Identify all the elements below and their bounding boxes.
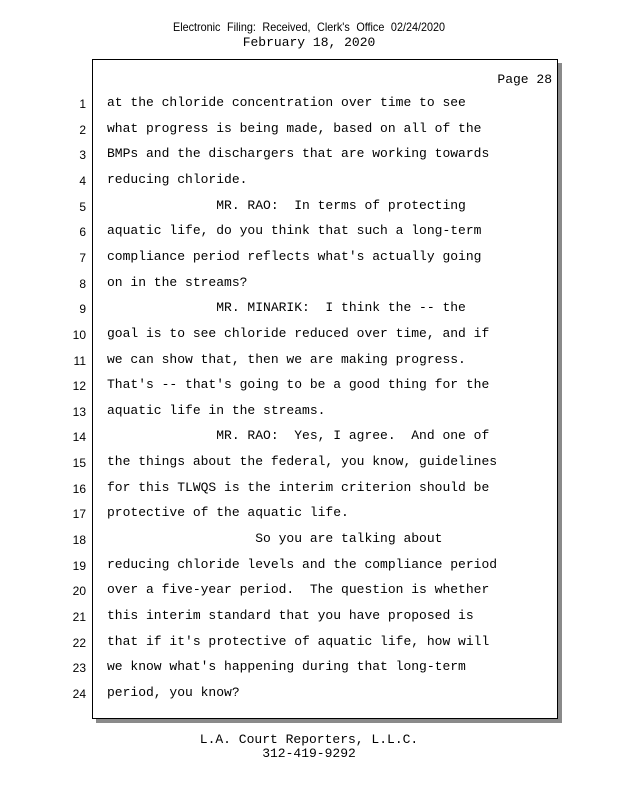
transcript-line: for this TLWQS is the interim criterion should be [107,480,490,495]
line-number: 20 [72,584,86,598]
transcript-line: on in the streams? [107,275,248,290]
line-number: 21 [72,610,86,624]
line-number: 3 [79,148,86,162]
line-number: 22 [72,636,86,650]
line-number: 14 [72,430,86,444]
filing-stamp: Electronic Filing: Received, Clerk's Office 02/24/2020 [173,20,445,34]
transcript-line: MR. RAO: Yes, I agree. And one of [107,428,490,443]
transcript-line: protective of the aquatic life. [107,505,349,520]
transcript-line: at the chloride concentration over time to see [107,95,466,110]
transcript-line: this interim standard that you have proposed is [107,608,474,623]
line-number: 5 [79,200,86,214]
transcript-line: compliance period reflects what's actually going [107,249,482,264]
line-number: 12 [72,379,86,393]
transcript-line: over a five-year period. The question is whether [107,582,490,597]
line-number: 24 [72,687,86,701]
transcript-line: reducing chloride. [107,172,248,187]
transcript-line: that if it's protective of aquatic life, how will [107,634,490,649]
line-number: 9 [79,302,86,316]
line-number: 4 [79,174,86,188]
line-number: 23 [72,661,86,675]
transcript-line: the things about the federal, you know, guidelines [107,454,498,469]
line-number: 17 [72,507,86,521]
transcript-line: goal is to see chloride reduced over time, and if [107,326,490,341]
line-number: 16 [72,482,86,496]
line-number: 18 [72,533,86,547]
transcript-line: MR. RAO: In terms of protecting [107,198,466,213]
transcript-line: we can show that, then we are making progress. [107,352,466,367]
line-number: 15 [72,456,86,470]
line-number: 11 [73,354,86,368]
line-number: 6 [79,225,86,239]
transcript-line: aquatic life, do you think that such a long-term [107,223,482,238]
reporter-phone: 312-419-9292 [262,746,356,761]
line-number: 7 [79,251,86,265]
hearing-date: February 18, 2020 [242,35,376,50]
page-number: Page 28 [497,72,552,87]
reporter-company: L.A. Court Reporters, L.L.C. [199,732,419,747]
transcript-line: That's -- that's going to be a good thing for the [107,377,490,392]
line-number: 2 [79,123,86,137]
transcript-line: we know what's happening during that long-term [107,659,466,674]
transcript-line: period, you know? [107,685,240,700]
transcript-line: aquatic life in the streams. [107,403,326,418]
transcript-line: So you are talking about [107,531,443,546]
transcript-line: what progress is being made, based on all of the [107,121,482,136]
line-number: 8 [79,277,86,291]
transcript-line: BMPs and the dischargers that are working towards [107,146,490,161]
line-number: 19 [72,559,86,573]
transcript-line: MR. MINARIK: I think the -- the [107,300,466,315]
line-number: 13 [72,405,86,419]
line-number: 1 [79,97,86,111]
line-number: 10 [72,328,86,342]
transcript-line: reducing chloride levels and the compliance period [107,557,498,572]
